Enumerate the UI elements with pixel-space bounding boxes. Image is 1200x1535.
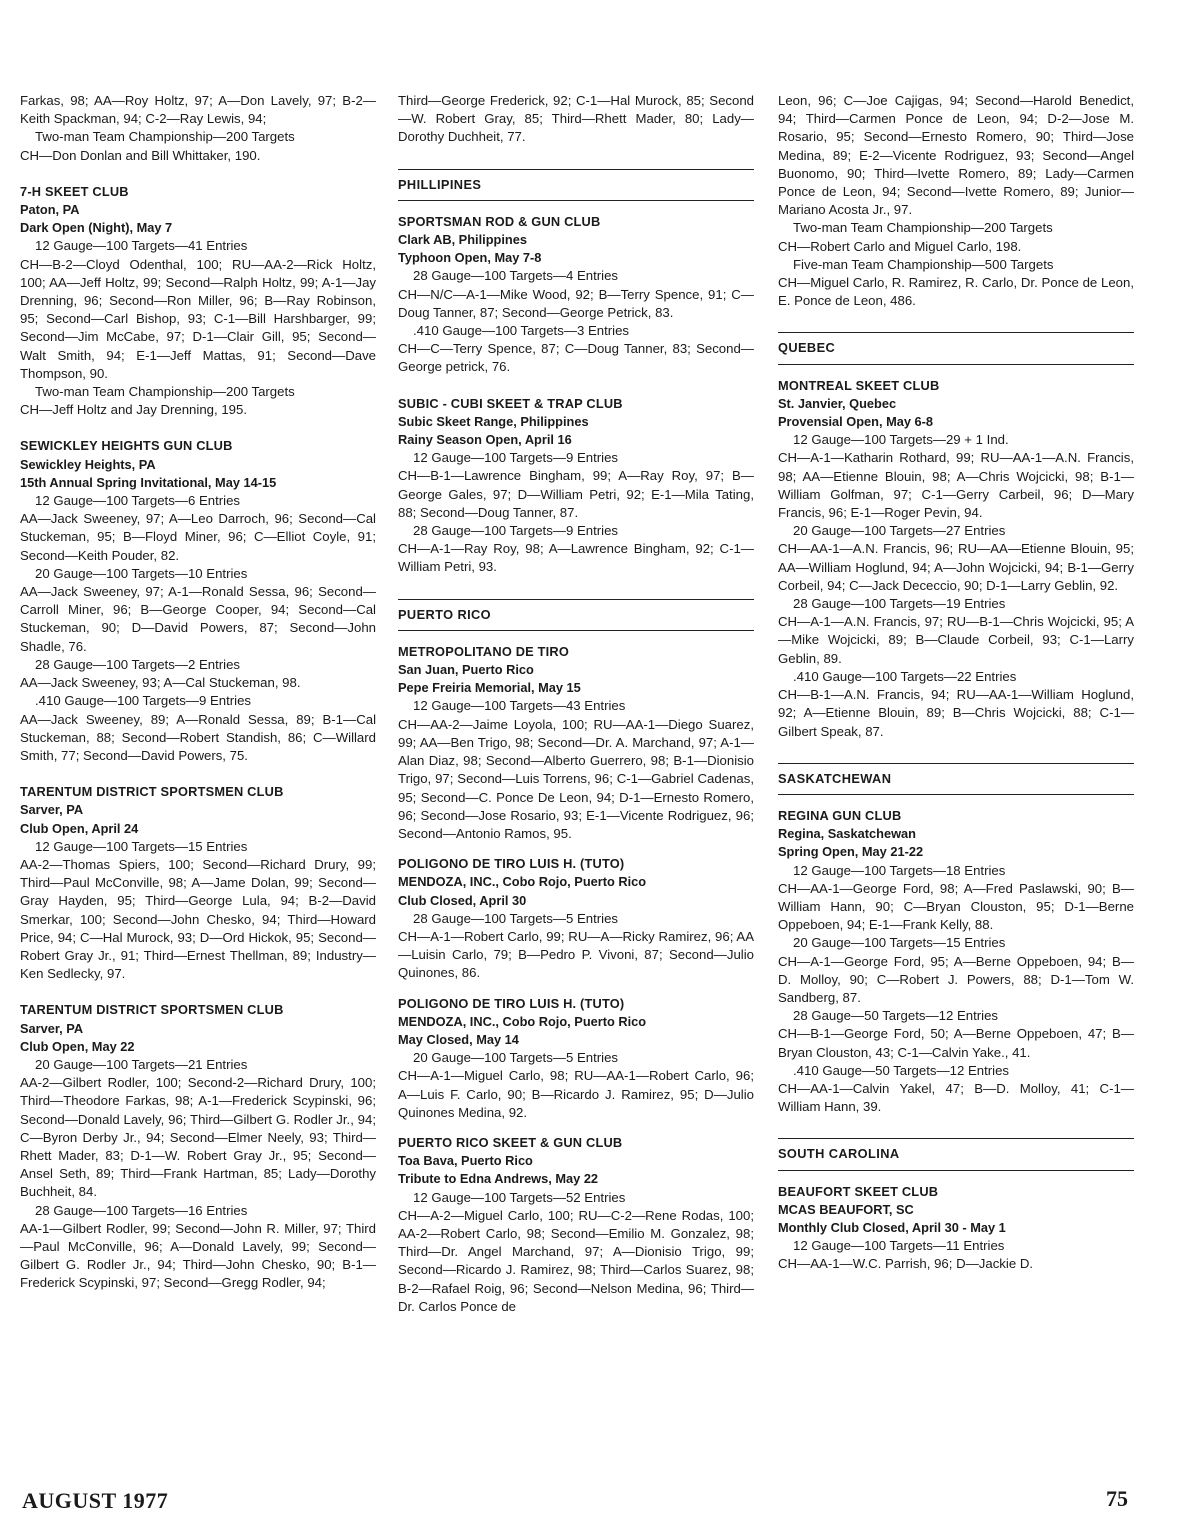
- results: CH—AA-2—Jaime Loyola, 100; RU—AA-1—Diego Suarez, 99; AA—Ben Trigo, 98; Second—Dr. A. Marchand, 97; A-1—Alan Diaz, 98; Second—Alberto Guerrero, 98; B-1—Dionisio Trigo, 97; Second—Luis Torrens, 96; C-1—Gabriel Cadenas, 95; Second—C. Ponce De Leon, 94; D-1—Ernesto Romero, 96; Second—Jose Rosario, 93; E-1—Vicente Rodriguez, 96; Second—Antonio Ramos, 95.: [398, 716, 754, 841]
- club-location: San Juan, Puerto Rico: [398, 662, 534, 678]
- event-title: Provensial Open, May 6-8: [778, 414, 934, 430]
- results: AA—Jack Sweeney, 97; A—Leo Darroch, 96; Second—Cal Stuckeman, 95; B—Floyd Miner, 96; C—Elliot Coyle, 91; Second—Keith Pouder, 82.: [20, 511, 376, 563]
- event-title: Monthly Club Closed, April 30 - May 1: [778, 1219, 1006, 1235]
- page-number: 75: [1106, 1486, 1128, 1511]
- gauge-line: 12 Gauge—100 Targets—18 Entries: [793, 862, 1006, 878]
- paragraph: CH—Robert Carlo and Miguel Carlo, 198.: [778, 238, 1022, 254]
- column-1: [20, 92, 376, 1293]
- results: CH—A-1—Katharin Rothard, 99; RU—AA-1—A.N. Francis, 98; AA—Etienne Blouin, 98; A—Chris Wojcicki, 98; B-1—William Golfman, 97; C-1—Gerry Carbeil, 96; D—Mary Francis, 96; E-1—Roger Pevin, 94.: [778, 450, 1134, 521]
- club-location: Toa Bava, Puerto Rico: [398, 1153, 533, 1169]
- club-location: Clark AB, Philippines: [398, 232, 527, 248]
- event-title: Spring Open, May 21-22: [778, 844, 924, 860]
- paragraph: Leon, 96; C—Joe Cajigas, 94; Second—Harold Benedict, 94; Third—Carmen Ponce de Leon, 94; D-2—Jose M. Rosario, 95; Second—Ernesto Romero, 90; Third—Jose Medina, 89; E-2—Vicente Rodriguez, 93; Second—Angel Buonomo, 90; Third—Ivette Romero, 89; Lady—Carmen Ponce de Leon, 94; Second—Ivette Romero, 89; Junior—Mariano Acosta Jr., 97.: [778, 93, 1134, 218]
- results: AA-2—Gilbert Rodler, 100; Second-2—Richard Drury, 100; Third—Theodore Farkas, 98; A-1—Frederick Scypinski, 96; Second—Donald Lavely, 96; Third—Gilbert G. Rodler Jr., 94; C—Byron Derby Jr., 94; Second—Elmer Neely, 93; Third—Rhett Mader, 83; D-1—W. Robert Gray Jr., 95; Second—Ansel Seth, 89; Third—Frank Hartman, 85; Lady—Dorothy Buchheit, 84.: [20, 1075, 376, 1200]
- gauge-line: 20 Gauge—100 Targets—21 Entries: [35, 1056, 248, 1072]
- results: CH—A-1—Miguel Carlo, 98; RU—AA-1—Robert Carlo, 96; A—Luis F. Carlo, 90; B—Ricardo J. Ramirez, 95; D—Julio Quinones Medina, 92.: [398, 1068, 754, 1120]
- results: AA-1—Gilbert Rodler, 99; Second—John R. Miller, 97; Third—Paul McConville, 96; A—Donald Lavely, 99; Second—Gilbert G. Rodler Jr., 94; Third—John Chesko, 90; B-1—Frederick Scypinski, 97; Second—Gregg Rodler, 94;: [20, 1220, 376, 1291]
- gauge-line: Two-man Team Championship—200 Targets: [35, 384, 295, 400]
- club-location: St. Janvier, Quebec: [778, 395, 897, 411]
- paragraph: CH—Don Donlan and Bill Whittaker, 190.: [20, 147, 261, 163]
- gauge-line: 20 Gauge—100 Targets—5 Entries: [413, 1050, 619, 1066]
- gauge-line: 12 Gauge—100 Targets—9 Entries: [413, 450, 619, 466]
- club-location: Sarver, PA: [20, 802, 84, 818]
- club-name: POLIGONO DE TIRO LUIS H. (TUTO): [398, 995, 625, 1011]
- event-title: Tribute to Edna Andrews, May 22: [398, 1171, 599, 1187]
- heading-team: Two-man Team Championship—200 Targets: [35, 129, 295, 145]
- results: CH—A-1—Robert Carlo, 99; RU—A—Ricky Ramirez, 96; AA—Luisin Carlo, 79; B—Pedro P. Vivoni, 87; Second—Julio Quinones, 86.: [398, 928, 754, 981]
- results: CH—N/C—A-1—Mike Wood, 92; B—Terry Spence, 91; C—Doug Tanner, 87; Second—George Petrick, 83.: [398, 286, 754, 320]
- gauge-line: 28 Gauge—100 Targets—2 Entries: [35, 656, 241, 672]
- section-header: SASKATCHEWAN: [778, 763, 1134, 795]
- gauge-line: 12 Gauge—100 Targets—29 + 1 Ind.: [793, 432, 1009, 448]
- event-title: Club Open, April 24: [20, 820, 139, 836]
- club-name: TARENTUM DISTRICT SPORTSMEN CLUB: [20, 1002, 284, 1018]
- paragraph: Farkas, 98; AA—Roy Holtz, 97; A—Don Lavely, 97; B-2—Keith Spackman, 94; C-2—Ray Lewis, 94;: [20, 93, 376, 127]
- results: CH—AA-1—George Ford, 98; A—Fred Paslawski, 90; B—William Hann, 90; C—Bryan Clouston, 95; D-1—Berne Oppeboen, 94; E-1—Frank Kelly, 88.: [778, 880, 1134, 933]
- gauge-line: 28 Gauge—100 Targets—4 Entries: [413, 268, 619, 284]
- club-name-continued: MENDOZA, INC., Cobo Rojo, Puerto Rico: [398, 1013, 647, 1029]
- results: CH—AA-1—A.N. Francis, 96; RU—AA—Etienne Blouin, 95; AA—William Hoglund, 94; A—John Wojcicki, 94; B-1—Gerry Corbeil, 94; C—Jack Dececcio, 90; D-1—Larry Geblin, 92.: [778, 541, 1134, 593]
- club-name: TARENTUM DISTRICT SPORTSMEN CLUB: [20, 784, 284, 800]
- club-location: MCAS BEAUFORT, SC: [778, 1201, 914, 1217]
- club-name: REGINA GUN CLUB: [778, 807, 902, 823]
- club-name: POLIGONO DE TIRO LUIS H. (TUTO): [398, 856, 625, 872]
- club-name: BEAUFORT SKEET CLUB: [778, 1183, 939, 1199]
- heading-team: Two-man Team Championship—200 Targets: [793, 220, 1053, 236]
- results: CH—A-1—A.N. Francis, 97; RU—B-1—Chris Wojcicki, 95; A—Mike Wojcicki, 89; B—Claude Corbeil, 93; C-1—Larry Geblin, 89.: [778, 614, 1134, 666]
- results: CH—B-1—Lawrence Bingham, 99; A—Ray Roy, 97; B—George Gales, 97; D—William Petri, 92; E-1—Mila Tating, 88; Second—Doug Tanner, 87.: [398, 468, 754, 520]
- results: CH—B-2—Cloyd Odenthal, 100; RU—AA-2—Rick Holtz, 100; AA—Jeff Holtz, 99; Second—Ralph Holtz, 99; A-1—Jay Drenning, 96; Second—Ron Miller, 96; B—Ray Robinson, 95; Second—Carl Bishop, 93; C-1—Bill Harshbarger, 99; Second—Jim McCabe, 97; D-1—Clair Gill, 95; Second—Walt Smith, 94; E-1—Jeff Mattas, 91; Second—Dave Thompson, 90.: [20, 256, 376, 381]
- event-title: Typhoon Open, May 7-8: [398, 250, 542, 266]
- event-title: Club Closed, April 30: [398, 892, 527, 908]
- gauge-line: 28 Gauge—50 Targets—12 Entries: [793, 1008, 999, 1024]
- club-name-continued: MENDOZA, INC., Cobo Rojo, Puerto Rico: [398, 874, 647, 890]
- results: CH—AA-1—W.C. Parrish, 96; D—Jackie D.: [778, 1256, 1034, 1272]
- results: AA-2—Thomas Spiers, 100; Second—Richard Drury, 99; Third—Paul McConville, 98; A—Jame Dolan, 99; Second—Gray Hayden, 95; Third—George Lula, 94; B-2—David Smerkar, 100; Second—John Chesko, 94; Third—Howard Price, 94; C—Hal Murock, 93; D—Ord Hickok, 95; Second—Robert Gray Jr., 91; Third—Ernest Thellman, 89; Industry—Ken Sedlecky, 97.: [20, 856, 376, 982]
- results: CH—AA-1—Calvin Yakel, 47; B—D. Molloy, 41; C-1—William Hann, 39.: [778, 1080, 1134, 1115]
- club-location: Regina, Saskatchewan: [778, 826, 916, 842]
- section-header: PHILLIPINES: [398, 169, 754, 201]
- gauge-line: 12 Gauge—100 Targets—43 Entries: [413, 698, 626, 714]
- results: CH—B-1—A.N. Francis, 94; RU—AA-1—William Hoglund, 92; A—Etienne Blouin, 89; B—Chris Wojcicki, 88; C-1—Gilbert Speak, 87.: [778, 687, 1134, 739]
- gauge-line: 28 Gauge—100 Targets—19 Entries: [793, 596, 1006, 612]
- club-name: SPORTSMAN ROD & GUN CLUB: [398, 213, 601, 229]
- club-name: METROPOLITANO DE TIRO: [398, 643, 570, 659]
- results: AA—Jack Sweeney, 89; A—Ronald Sessa, 89; B-1—Cal Stuckeman, 88; Second—Robert Standish, 86; C—Willard Smith, 77; Second—David Powers, 75.: [20, 711, 376, 763]
- gauge-line: .410 Gauge—50 Targets—12 Entries: [793, 1062, 1010, 1078]
- event-title: Pepe Freiria Memorial, May 15: [398, 680, 581, 696]
- paragraph: CH—Miguel Carlo, R. Ramirez, R. Carlo, Dr. Ponce de Leon, E. Ponce de Leon, 486.: [778, 275, 1134, 309]
- paragraph: Third—George Frederick, 92; C-1—Hal Murock, 85; Second—W. Robert Gray, 85; Third—Rhett Mader, 80; Lady—Dorothy Duchheit, 77.: [398, 93, 754, 145]
- column-3: [778, 92, 1134, 1274]
- gauge-line: 28 Gauge—100 Targets—9 Entries: [413, 523, 619, 539]
- gauge-line: 28 Gauge—100 Targets—5 Entries: [413, 910, 619, 926]
- results: AA—Jack Sweeney, 93; A—Cal Stuckeman, 98.: [20, 675, 301, 691]
- section-header: PUERTO RICO: [398, 599, 754, 631]
- gauge-line: 20 Gauge—100 Targets—10 Entries: [35, 565, 248, 581]
- gauge-line: .410 Gauge—100 Targets—3 Entries: [413, 323, 630, 339]
- issue-date: AUGUST 1977: [22, 1488, 169, 1513]
- results: CH—C—Terry Spence, 87; C—Doug Tanner, 83; Second—George petrick, 76.: [398, 341, 754, 375]
- club-name: PUERTO RICO SKEET & GUN CLUB: [398, 1134, 623, 1150]
- club-name: 7-H SKEET CLUB: [20, 183, 129, 199]
- club-location: Subic Skeet Range, Philippines: [398, 413, 589, 429]
- gauge-line: 20 Gauge—100 Targets—15 Entries: [793, 935, 1006, 951]
- event-title: 15th Annual Spring Invitational, May 14-15: [20, 474, 277, 490]
- event-title: Dark Open (Night), May 7: [20, 220, 173, 236]
- results: CH—Jeff Holtz and Jay Drenning, 195.: [20, 402, 247, 418]
- club-name: MONTREAL SKEET CLUB: [778, 377, 940, 393]
- heading-team: Five-man Team Championship—500 Targets: [793, 256, 1054, 272]
- results: CH—B-1—George Ford, 50; A—Berne Oppeboen, 47; B—Bryan Clouston, 43; C-1—Calvin Yake., 41.: [778, 1026, 1134, 1060]
- section-header: QUEBEC: [778, 332, 1134, 364]
- gauge-line: 12 Gauge—100 Targets—11 Entries: [793, 1238, 1005, 1254]
- gauge-line: 12 Gauge—100 Targets—15 Entries: [35, 838, 248, 854]
- results: CH—A-1—George Ford, 95; A—Berne Oppeboen, 94; B—D. Molloy, 90; C—Robert J. Powers, 88; D-1—Tom W. Sandberg, 87.: [778, 953, 1134, 1005]
- gauge-line: 28 Gauge—100 Targets—16 Entries: [35, 1202, 248, 1218]
- gauge-line: .410 Gauge—100 Targets—9 Entries: [35, 693, 252, 709]
- gauge-line: 12 Gauge—100 Targets—52 Entries: [413, 1189, 626, 1205]
- club-name: SEWICKLEY HEIGHTS GUN CLUB: [20, 438, 233, 454]
- results: CH—A-1—Ray Roy, 98; A—Lawrence Bingham, 92; C-1—William Petri, 93.: [398, 541, 754, 575]
- gauge-line: 12 Gauge—100 Targets—41 Entries: [35, 238, 248, 254]
- event-title: Club Open, May 22: [20, 1038, 135, 1054]
- club-location: Paton, PA: [20, 202, 80, 218]
- event-title: May Closed, May 14: [398, 1031, 519, 1047]
- gauge-line: 12 Gauge—100 Targets—6 Entries: [35, 493, 241, 509]
- results: AA—Jack Sweeney, 97; A-1—Ronald Sessa, 96; Second—Carroll Miner, 96; B—George Cooper, 94; Second—Cal Stuckeman, 90; D—David Powers, 87; Second—John Shadle, 76.: [20, 584, 376, 654]
- section-header: SOUTH CAROLINA: [778, 1138, 1134, 1170]
- club-name: SUBIC - CUBI SKEET & TRAP CLUB: [398, 395, 623, 411]
- gauge-line: 20 Gauge—100 Targets—27 Entries: [793, 523, 1006, 539]
- gauge-line: .410 Gauge—100 Targets—22 Entries: [793, 668, 1017, 684]
- results: CH—A-2—Miguel Carlo, 100; RU—C-2—Rene Rodas, 100; AA-2—Robert Carlo, 98; Second—Emilio M. Gonzalez, 98; Third—Dr. Angel Marchand, 97; A—Dionisio Trigo, 99; Second—Ricardo J. Ramirez, 98; Third—Carlos Suarez, 98; B-2—Rafael Roig, 96; Second—Nelson Medina, 96; Third—Dr. Carlos Ponce de: [398, 1207, 754, 1314]
- club-location: Sarver, PA: [20, 1020, 84, 1036]
- column-2: [398, 92, 754, 1316]
- event-title: Rainy Season Open, April 16: [398, 432, 572, 448]
- club-location: Sewickley Heights, PA: [20, 456, 156, 472]
